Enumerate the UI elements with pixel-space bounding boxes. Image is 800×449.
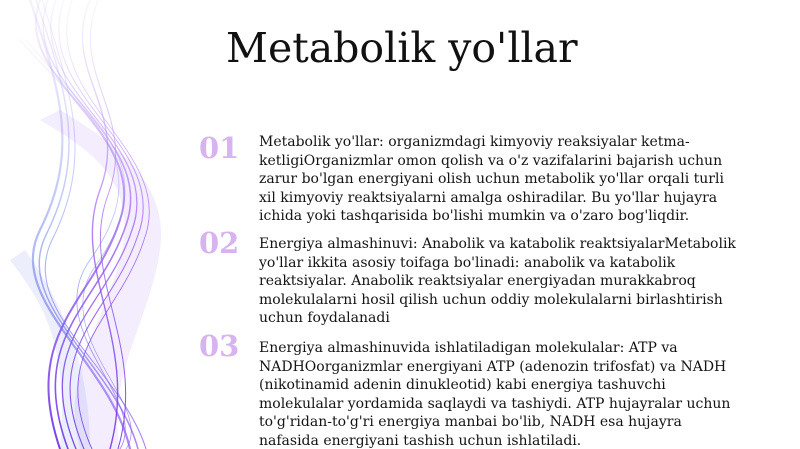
item-number-03: 03 <box>199 329 240 363</box>
item-number-01: 01 <box>199 131 240 165</box>
slide-title: Metabolik yo'llar <box>226 24 578 72</box>
item-text-03: Energiya almashinuvida ishlatiladigan molekulalar: ATP va NADHOorganizmlar energiyani ATP (adenozin trifosfat) va NADH (nikotinamid adenin dinukleotid) kabi energiya tashuvchi molekulalar yordamida saqlaydi va tashiydi. ATP hujayralar uchun to'g'ridan-to'g'ri energiya manbai bo'lib, NADH esa hujayra nafasida energiyani tashish uchun ishlatiladi. <box>259 340 731 449</box>
item-text-01: Metabolik yo'llar: organizmdagi kimyoviy reaksiyalar ketma-ketligiOrganizmlar omon qolish va o'z vazifalarini bajarish uchun zarur bo'lgan energiyani olish uchun metabolik yo'llar orqali turli xil kimyoviy reaktsiyalarni amalga oshiradilar. Bu yo'llar hujayra ichida yoki tashqarisida bo'lishi mumkin va o'zaro bog'liqdir. <box>259 134 724 225</box>
item-number-02: 02 <box>199 226 240 260</box>
decorative-ribbon-graphic <box>0 0 200 449</box>
item-text-02: Energiya almashinuvi: Anabolik va katabolik reaktsiyalarMetabolik yo'llar ikkita asosiy toifaga bo'linadi: anabolik va katabolik reaktsiyalar. Anabolik reaktsiyalar energiyadan murakkabroq molekulalarni hosil qilish uchun oddiy molekulalarni birlashtirish uchun foydalanadi <box>259 236 736 327</box>
